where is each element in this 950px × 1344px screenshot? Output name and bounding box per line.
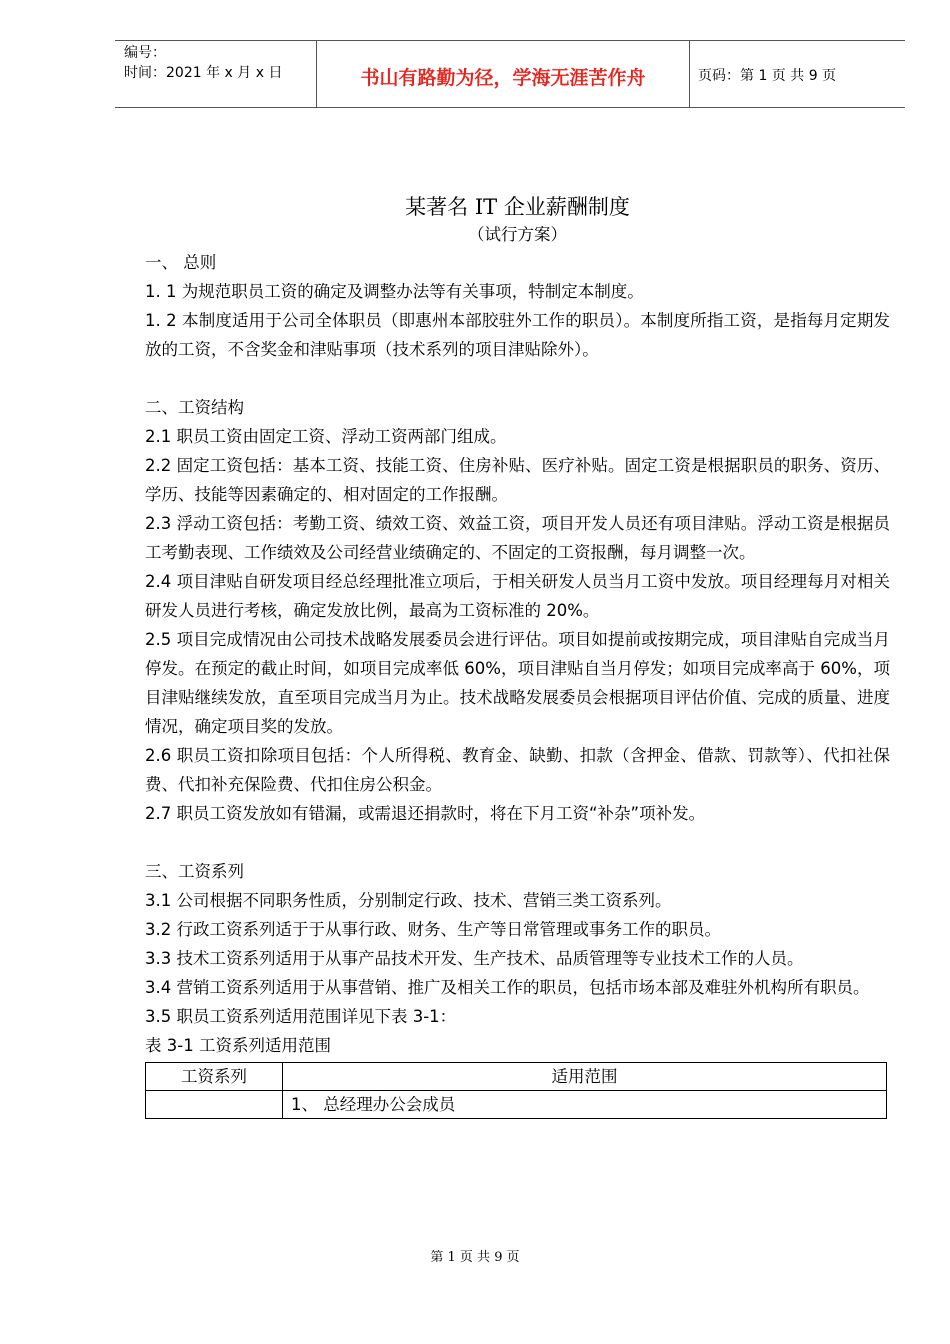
header-top-rule — [115, 40, 905, 41]
paragraph-1-1: 1. 1 为规范职员工资的确定及调整办法等有关事项，特制定本制度。 — [145, 282, 644, 301]
paragraph-2-5: 2.5 项目完成情况由公司技术战略发展委员会进行评估。项目如提前或按期完成，项目津贴自完成当月停发。在预定的截止时间，如项目完成率低 60%，项目津贴自当月停发；如项目完成率高于 60%，项目津贴继续发放，直至项目完成当月为止。技术战略发展委员会根据项目评估价值、完成的质量、进度情况，确定项目奖的发放。 — [145, 630, 890, 736]
header-meta — [124, 43, 282, 83]
section-2-heading: 二、工资结构 — [145, 398, 244, 417]
table-header-cell: 适用范围 — [283, 1063, 887, 1091]
document-title: 某著名 IT 企业薪酬制度 — [405, 195, 630, 219]
paragraph-3-2: 3.2 行政工资系列适于于从事行政、财务、生产等日常管理或事务工作的职员。 — [145, 920, 721, 939]
section-1-heading: 一、 总则 — [145, 253, 217, 272]
header-bottom-rule — [115, 107, 905, 108]
table-caption: 表 3-1 工资系列适用范围 — [145, 1036, 331, 1055]
paragraph-2-6: 2.6 职员工资扣除项目包括：个人所得税、教育金、缺勤、扣款（含押金、借款、罚款等）、代扣社保费、代扣补充保险费、代扣住房公积金。 — [145, 746, 890, 794]
paragraph-2-4: 2.4 项目津贴自研发项目经总经理批准立项后，于相关研发人员当月工资中发放。项目经理每月对相关研发人员进行考核，确定发放比例，最高为工资标准的 20%。 — [145, 572, 890, 620]
table-header-cell: 工资系列 — [146, 1063, 283, 1091]
time-label: 时间：2021 年 x 月 x 日 — [124, 65, 283, 81]
paragraph-2-3: 2.3 浮动工资包括：考勤工资、绩效工资、效益工资，项目开发人员还有项目津贴。浮动工资是根据员工考勤表现、工作绩效及公司经营业绩确定的、不固定的工资报酬，每月调整一次。 — [145, 514, 890, 562]
section-3-heading: 三、工资系列 — [145, 862, 244, 881]
header-motto: 书山有路勤为径，学海无涯苦作舟 — [360, 67, 646, 89]
header-divider-left — [316, 40, 317, 108]
header-divider-right — [689, 40, 690, 108]
header-page-info: 页码：第 1 页 共 9 页 — [698, 68, 837, 84]
paragraph-2-1: 2.1 职员工资由固定工资、浮动工资两部门组成。 — [145, 427, 507, 446]
paragraph-2-7: 2.7 职员工资发放如有错漏，或需退还捐款时，将在下月工资“补杂”项补发。 — [145, 804, 706, 823]
table-cell: 1、 总经理办公会成员 — [283, 1091, 887, 1119]
paragraph-3-3: 3.3 技术工资系列适用于从事产品技术开发、生产技术、品质管理等专业技术工作的人员。 — [145, 949, 804, 968]
document-body — [145, 192, 890, 1119]
table-header-row — [146, 1063, 887, 1091]
document-subtitle: （试行方案） — [468, 225, 567, 244]
paragraph-1-2: 1. 2 本制度适用于公司全体职员（即惠州本部胶驻外工作的职员）。本制度所指工资，是指每月定期发放的工资，不含奖金和津贴事项（技术系列的项目津贴除外）。 — [145, 311, 890, 359]
salary-series-table — [145, 1062, 887, 1119]
table-cell — [146, 1091, 283, 1119]
page-footer: 第 1 页 共 9 页 — [430, 1250, 520, 1265]
spacer — [145, 364, 890, 393]
serial-label: 编号： — [124, 45, 166, 61]
spacer — [145, 828, 890, 857]
paragraph-3-5: 3.5 职员工资系列适用范围详见下表 3-1： — [145, 1007, 457, 1026]
paragraph-2-2: 2.2 固定工资包括：基本工资、技能工资、住房补贴、医疗补贴。固定工资是根据职员的职务、资历、学历、技能等因素确定的、相对固定的工作报酬。 — [145, 456, 890, 504]
paragraph-3-4: 3.4 营销工资系列适用于从事营销、推广及相关工作的职员，包括市场本部及难驻外机构所有职员。 — [145, 978, 870, 997]
paragraph-3-1: 3.1 公司根据不同职务性质，分别制定行政、技术、营销三类工资系列。 — [145, 891, 672, 910]
table-row — [146, 1091, 887, 1119]
